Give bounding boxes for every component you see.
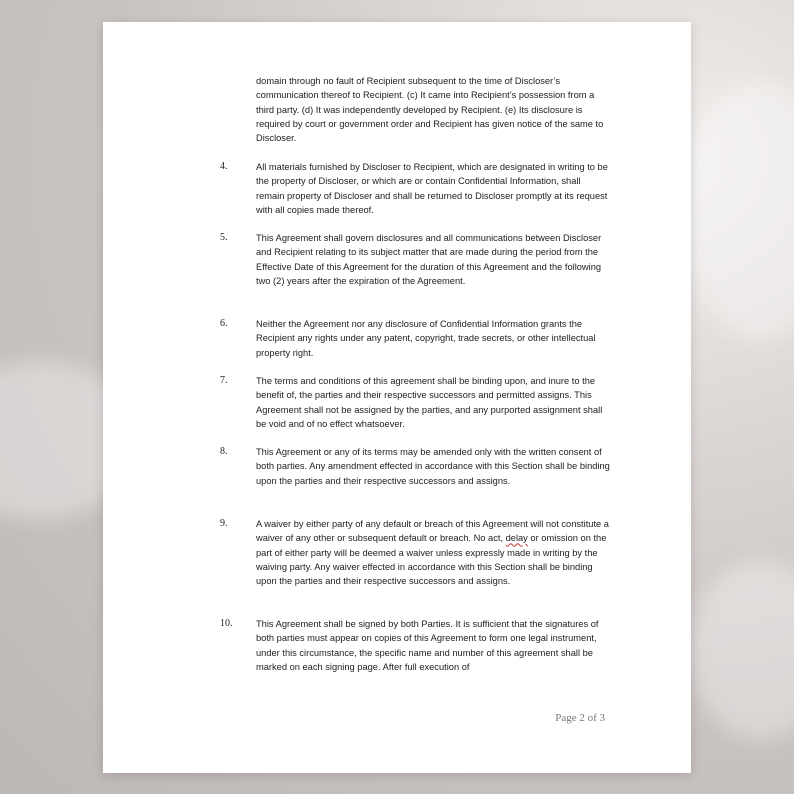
spellcheck-flagged-word[interactable]: delay — [505, 533, 528, 544]
page-number-footer: Page 2 of 3 — [555, 712, 605, 724]
clause-number: 4. — [220, 161, 228, 172]
background-fold — [690, 560, 794, 740]
clause-text: This Agreement shall govern disclosures and all communications between Discloser and Recipient relating to its subject matter that are made during the period from the Effective Date of this Agreement for the duration of this Agreement and the following two (2) years after the expiration of the Agreement. — [256, 233, 602, 286]
continuation-paragraph: domain through no fault of Recipient subsequent to the time of Discloser’s communication thereof to Recipient. (c) It came into Recipient’s possession from a third party. (d) It was independently developed by Recipient. (e) Its disclosure is required by court or government order and Recipient has given notice of the same to Discloser. — [256, 76, 604, 144]
clause-text: All materials furnished by Discloser to Recipient, which are designated in writing to be the property of Discloser, or which are or contain Confidential Information, shall remain property of Discloser and shall be returned to Discloser promptly at its request with all copies made thereof. — [256, 162, 608, 215]
background-fold — [680, 80, 794, 340]
clause-text — [256, 517, 611, 588]
clause-number: 7. — [220, 375, 228, 386]
clause-text: The terms and conditions of this agreement shall be binding upon, and inure to the benefit of, the parties and their respective successors and permitted assigns. This Agreement shall not be assigned by the parties, and any purported assignment shall be void and of no effect whatsoever. — [256, 376, 603, 429]
clause-number: 10. — [220, 618, 233, 629]
clause-text: This Agreement or any of its terms may be amended only with the written consent of both parties. Any amendment effected in accordance with this Section shall be binding upon the parties and their respective successors and assigns. — [256, 447, 610, 486]
document-page — [103, 22, 691, 773]
clause-text: Neither the Agreement nor any disclosure of Confidential Information grants the Recipient any rights under any patent, copyright, trade secrets, or other intellectual property right. — [256, 319, 596, 358]
clause-number: 6. — [220, 318, 228, 329]
clause-text-part: or omission on the part of either party will be deemed a waiver unless expressly made in writing by the waiving party. Any waiver effected in accordance with this Section shall be binding upon the parties and their respective successors and assigns. — [256, 533, 607, 587]
clause-text: This Agreement shall be signed by both Parties. It is sufficient that the signatures of both parties must appear on copies of this Agreement to form one legal instrument, under this circumstance, the specific name and number of this agreement shall be marked on each signing page. After full execution of — [256, 619, 599, 672]
clause-text-part: A waiver by either party of any default or breach of this Agreement will not constitute a waiver of any other or subsequent default or breach. No act, — [256, 519, 609, 544]
clause-number: 9. — [220, 518, 228, 529]
clause-number: 5. — [220, 232, 228, 243]
clause-number: 8. — [220, 446, 228, 457]
